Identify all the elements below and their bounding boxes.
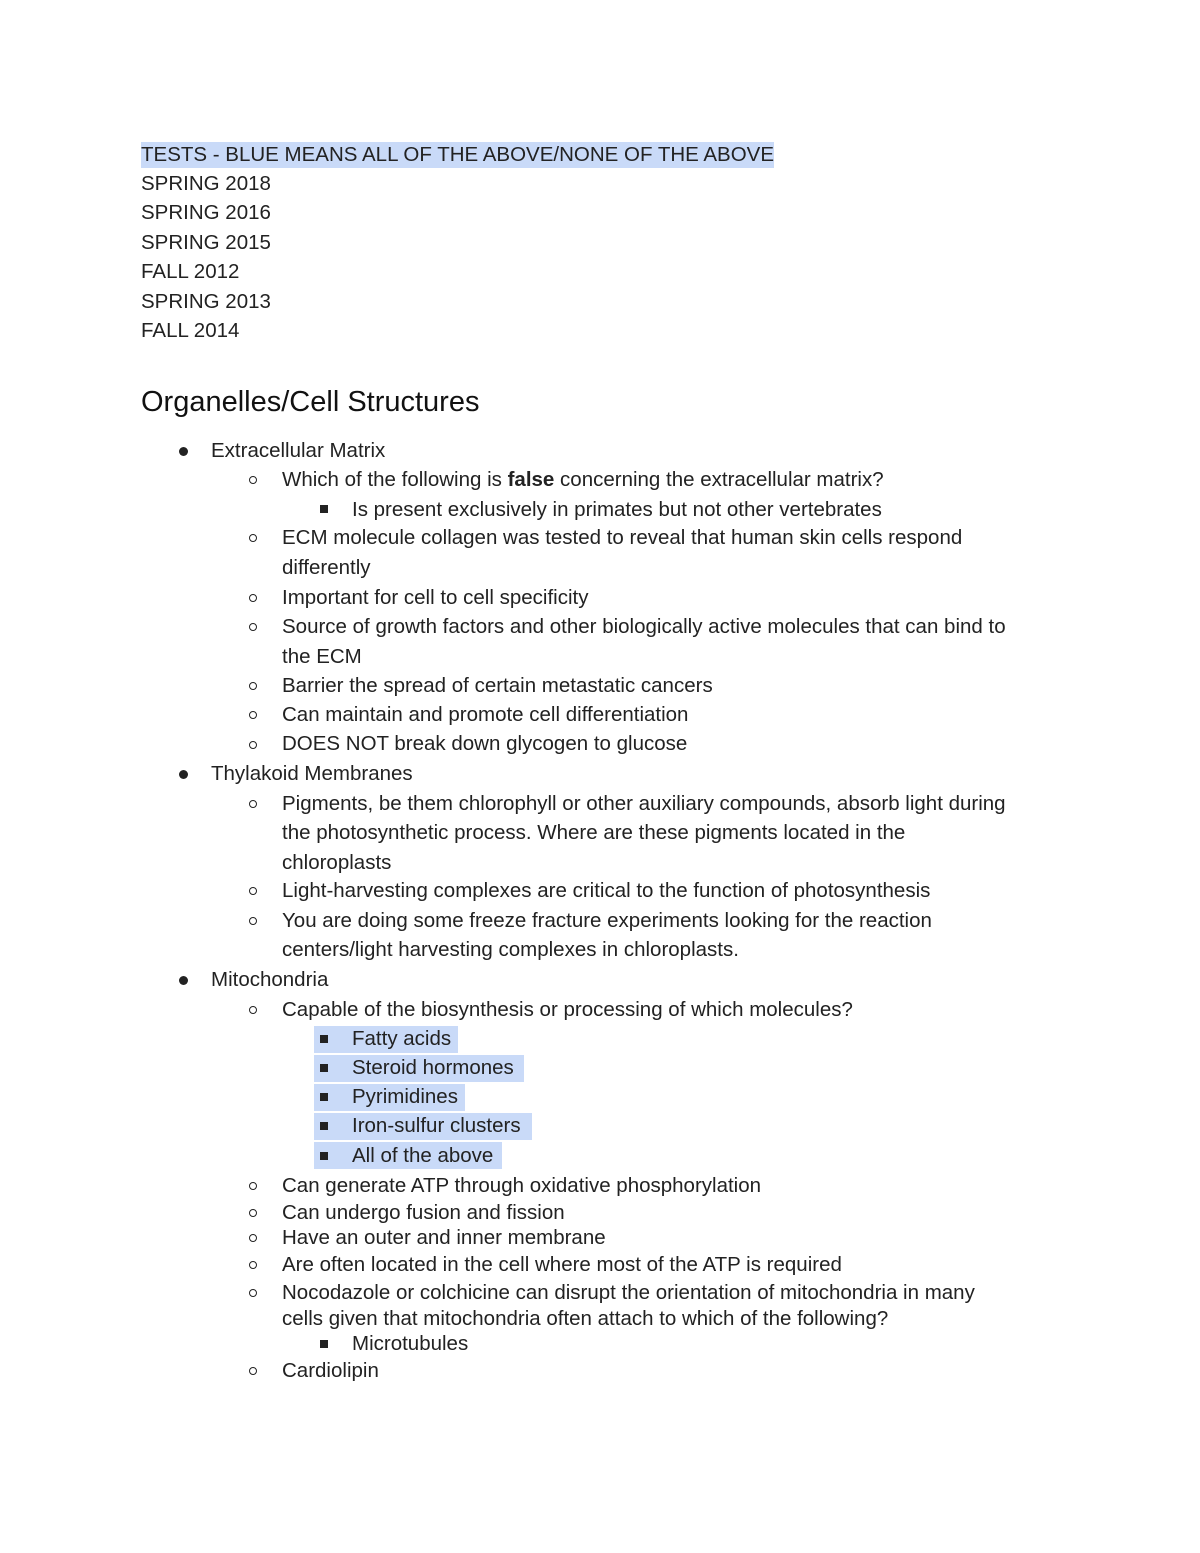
mito-item: Can undergo fusion and fission [282, 1201, 565, 1224]
square-bullet-icon [320, 1122, 328, 1130]
circle-bullet-icon [249, 1182, 257, 1190]
ecm-question [282, 467, 884, 493]
test-term: SPRING 2013 [141, 290, 271, 313]
disc-bullet-icon [179, 447, 188, 456]
ecm-item: Can maintain and promote cell differentiation [282, 703, 689, 726]
mito-answer: Steroid hormones [352, 1056, 514, 1079]
mito-item: Have an outer and inner membrane [282, 1226, 606, 1249]
square-bullet-icon [320, 505, 328, 513]
test-term: SPRING 2016 [141, 201, 271, 224]
ecm-item-cont: differently [282, 556, 371, 579]
mito-label: Mitochondria [211, 968, 329, 991]
mito-item: Are often located in the cell where most of the ATP is required [282, 1253, 842, 1276]
square-bullet-icon [320, 1152, 328, 1160]
circle-bullet-icon [249, 1209, 257, 1217]
mito-answer: Fatty acids [352, 1027, 452, 1050]
ecm-item: ECM molecule collagen was tested to reveal that human skin cells respond [282, 526, 963, 549]
circle-bullet-icon [249, 1261, 257, 1269]
circle-bullet-icon [249, 594, 257, 602]
thylakoid-label: Thylakoid Membranes [211, 762, 413, 785]
test-term: FALL 2014 [141, 319, 240, 342]
ecm-label: Extracellular Matrix [211, 439, 386, 462]
circle-bullet-icon [249, 623, 257, 631]
disc-bullet-icon [179, 770, 188, 779]
mito-answer: Pyrimidines [352, 1085, 458, 1108]
ecm-answer: Is present exclusively in primates but not other vertebrates [352, 498, 882, 521]
circle-bullet-icon [249, 1289, 257, 1297]
test-term: SPRING 2015 [141, 231, 271, 254]
thylakoid-item-cont: the photosynthetic process. Where are these pigments located in the [282, 821, 906, 844]
ecm-question-post: concerning the extracellular matrix? [554, 468, 884, 491]
ecm-item: Barrier the spread of certain metastatic cancers [282, 674, 713, 697]
mito-item: Can generate ATP through oxidative phosphorylation [282, 1174, 762, 1197]
thylakoid-item: You are doing some freeze fracture experiments looking for the reaction [282, 909, 932, 932]
circle-bullet-icon [249, 887, 257, 895]
ecm-item: DOES NOT break down glycogen to glucose [282, 732, 688, 755]
square-bullet-icon [320, 1064, 328, 1072]
circle-bullet-icon [249, 741, 257, 749]
mito-question-cont: cells given that mitochondria often attach to which of the following? [282, 1307, 889, 1330]
circle-bullet-icon [249, 682, 257, 690]
ecm-question-pre: Which of the following is [282, 468, 508, 491]
tests-title: TESTS - BLUE MEANS ALL OF THE ABOVE/NONE OF THE ABOVE [141, 143, 775, 166]
thylakoid-item-cont: centers/light harvesting complexes in chloroplasts. [282, 938, 739, 961]
thylakoid-item: Pigments, be them chlorophyll or other auxiliary compounds, absorb light during [282, 792, 1006, 815]
ecm-item-cont: the ECM [282, 645, 362, 668]
section-heading: Organelles/Cell Structures [141, 386, 480, 418]
mito-answer: All of the above [352, 1144, 494, 1167]
circle-bullet-icon [249, 534, 257, 542]
ecm-item: Source of growth factors and other biologically active molecules that can bind to [282, 615, 1006, 638]
ecm-item: Important for cell to cell specificity [282, 586, 589, 609]
circle-bullet-icon [249, 1006, 257, 1014]
circle-bullet-icon [249, 1367, 257, 1375]
circle-bullet-icon [249, 1234, 257, 1242]
test-term: SPRING 2018 [141, 172, 271, 195]
thylakoid-item: Light-harvesting complexes are critical to the function of photosynthesis [282, 879, 931, 902]
mito-question: Nocodazole or colchicine can disrupt the orientation of mitochondria in many [282, 1281, 975, 1304]
circle-bullet-icon [249, 917, 257, 925]
circle-bullet-icon [249, 476, 257, 484]
square-bullet-icon [320, 1340, 328, 1348]
circle-bullet-icon [249, 711, 257, 719]
thylakoid-item-cont: chloroplasts [282, 851, 392, 874]
mito-answer: Iron-sulfur clusters [352, 1114, 521, 1137]
ecm-question-bold: false [507, 468, 555, 491]
mito-question: Capable of the biosynthesis or processing of which molecules? [282, 998, 853, 1021]
mito-item: Cardiolipin [282, 1359, 379, 1382]
disc-bullet-icon [179, 976, 188, 985]
square-bullet-icon [320, 1093, 328, 1101]
square-bullet-icon [320, 1035, 328, 1043]
circle-bullet-icon [249, 800, 257, 808]
mito-answer: Microtubules [352, 1332, 469, 1355]
test-term: FALL 2012 [141, 260, 240, 283]
